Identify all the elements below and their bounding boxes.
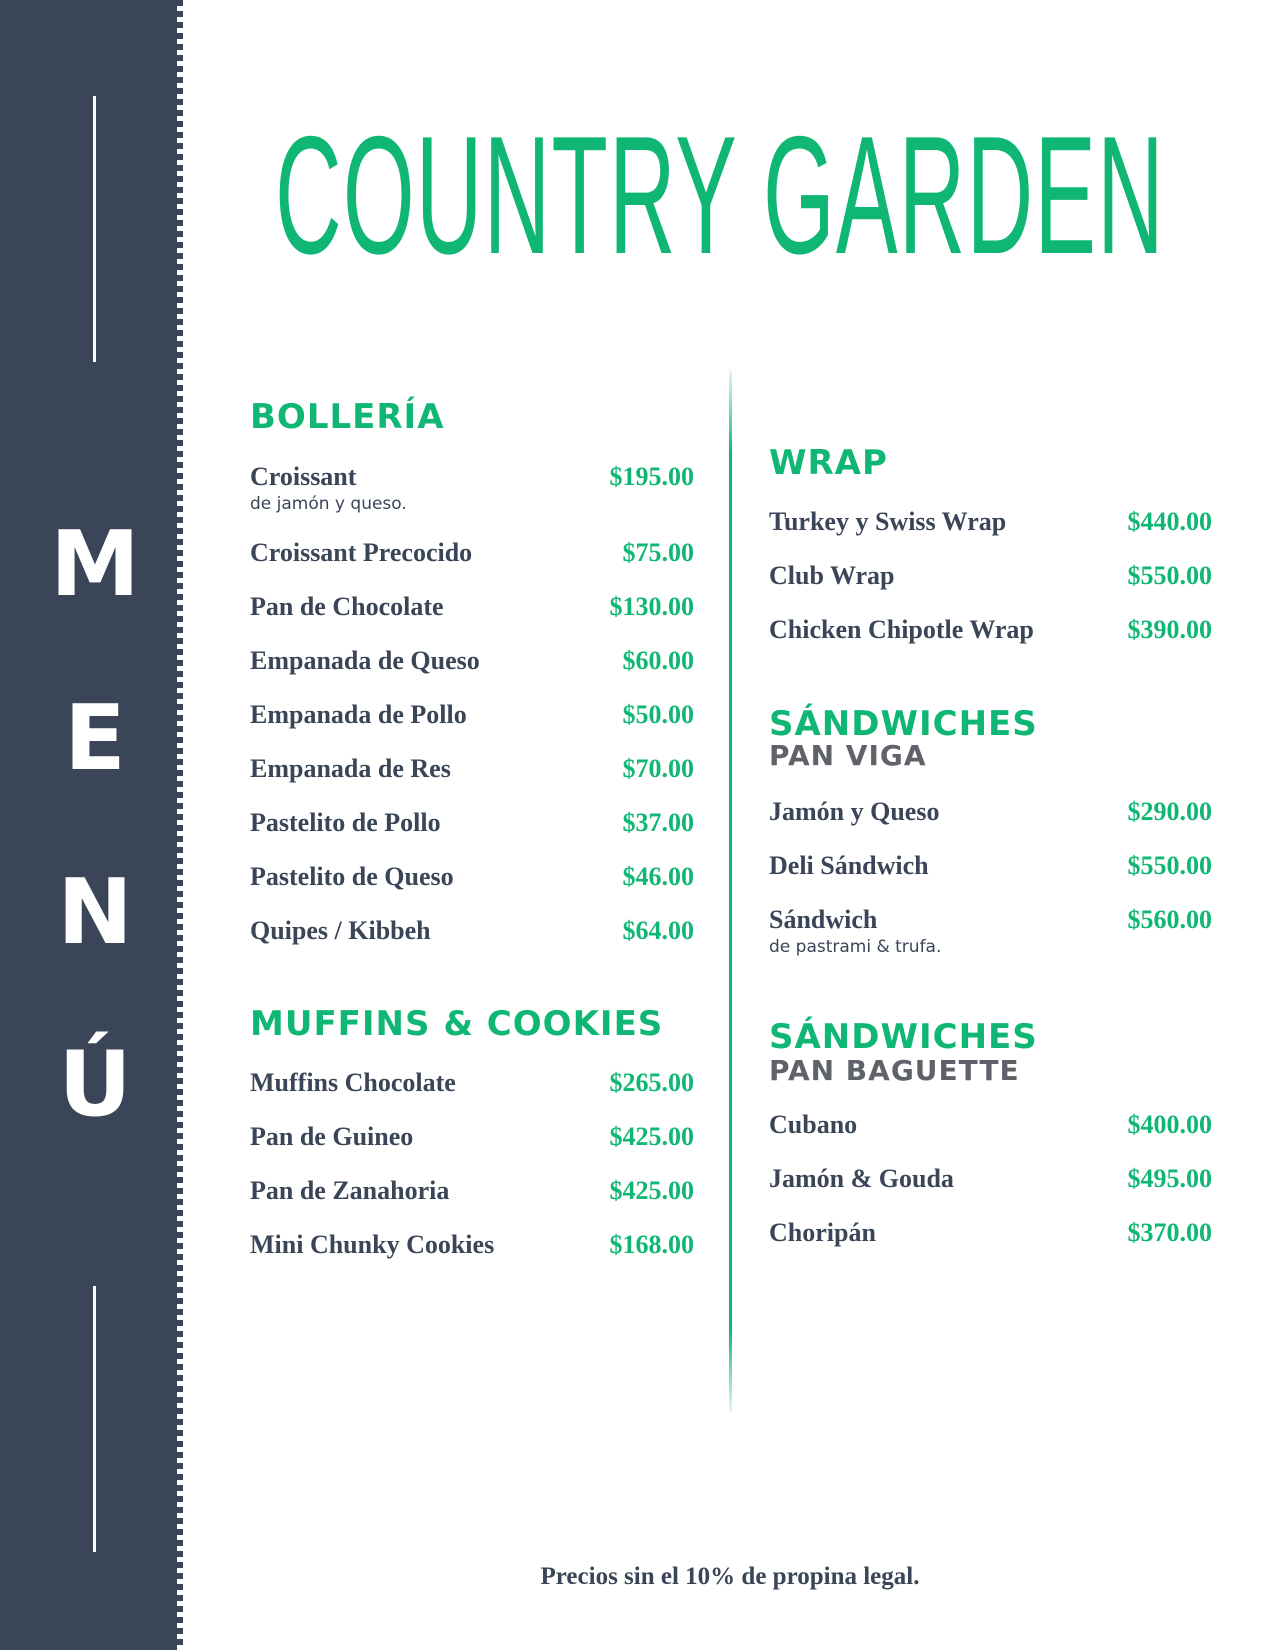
section-subheading-pan-baguette: PAN BAGUETTE [769,1054,1020,1087]
item-price: $400.00 [1127,1110,1212,1139]
item-name: Jamón y Queso [769,797,940,826]
section-heading-wrap: WRAP [769,443,888,483]
item-price: $390.00 [1127,615,1212,644]
menu-item [769,1166,1212,1192]
menu-item [250,864,694,890]
item-name: Jamón & Gouda [769,1164,954,1193]
menu-item [769,509,1212,535]
item-price: $37.00 [622,808,694,837]
sidebar-line-bottom [93,1286,96,1552]
footer-note: Precios sin el 10% de propina legal. [540,1563,920,1590]
menu-item [769,907,1212,956]
menu-item [769,617,1212,643]
sidebar-line-top [93,96,96,362]
item-name: Turkey y Swiss Wrap [769,507,1007,536]
menu-item [250,756,694,782]
item-price: $550.00 [1127,851,1212,880]
item-price: $46.00 [622,862,694,891]
item-name: Pan de Guineo [250,1122,414,1151]
item-price: $60.00 [622,646,694,675]
item-price: $195.00 [609,462,694,491]
menu-item [250,1124,694,1150]
item-name: Pastelito de Queso [250,862,454,891]
menu-item [769,799,1212,825]
item-name: Pastelito de Pollo [250,808,441,837]
menu-item [769,1112,1212,1138]
item-name: Sándwich [769,905,878,934]
sidebar-letter-e: E [64,686,126,791]
item-price: $265.00 [609,1068,694,1097]
menu-item [250,464,694,513]
menu-item [769,853,1212,879]
item-price: $550.00 [1127,561,1212,590]
menu-item [250,1178,694,1204]
page-title: COUNTRY GARDEN [275,110,1165,280]
item-name: Quipes / Kibbeh [250,916,431,945]
item-description: de jamón y queso. [250,494,407,514]
sidebar [0,0,183,1650]
item-name: Pan de Zanahoria [250,1176,450,1205]
item-name: Mini Chunky Cookies [250,1230,495,1259]
item-price: $495.00 [1127,1164,1212,1193]
menu-item [250,702,694,728]
section-heading-sandwiches-viga: SÁNDWICHES [769,704,1038,744]
column-divider [729,370,732,1412]
menu-item [250,594,694,620]
item-name: Cubano [769,1110,858,1139]
item-description: de pastrami & trufa. [769,937,942,957]
item-price: $168.00 [609,1230,694,1259]
item-name: Empanada de Queso [250,646,480,675]
item-name: Muffins Chocolate [250,1068,456,1097]
menu-item [250,810,694,836]
sidebar-letter-m: M [50,512,140,617]
item-name: Croissant Precocido [250,538,473,567]
sidebar-letter-u: Ú [58,1032,132,1137]
item-price: $290.00 [1127,797,1212,826]
item-name: Deli Sándwich [769,851,929,880]
item-price: $425.00 [609,1122,694,1151]
menu-item [769,1220,1212,1246]
item-price: $440.00 [1127,507,1212,536]
item-price: $130.00 [609,592,694,621]
section-heading-bolleria: BOLLERÍA [250,397,445,437]
item-price: $75.00 [622,538,694,567]
item-price: $425.00 [609,1176,694,1205]
menu-item [250,1232,694,1258]
page-title-wrap [275,110,1195,280]
section-heading-sandwiches-baguette: SÁNDWICHES [769,1017,1038,1057]
item-price: $370.00 [1127,1218,1212,1247]
item-name: Empanada de Res [250,754,451,783]
item-name: Pan de Chocolate [250,592,444,621]
item-price: $64.00 [622,916,694,945]
item-name: Club Wrap [769,561,895,590]
item-name: Chicken Chipotle Wrap [769,615,1034,644]
item-price: $560.00 [1127,905,1212,934]
menu-item [250,1070,694,1096]
item-name: Choripán [769,1218,876,1247]
sidebar-letter-n: N [57,860,133,965]
section-subheading-pan-viga: PAN VIGA [769,739,927,772]
menu-item [250,540,694,566]
section-heading-muffins: MUFFINS & COOKIES [250,1004,664,1044]
item-name: Croissant [250,462,357,491]
menu-item [769,563,1212,589]
perforated-edge [177,0,183,1650]
menu-item [250,918,694,944]
menu-item [250,648,694,674]
item-price: $70.00 [622,754,694,783]
item-name: Empanada de Pollo [250,700,467,729]
item-price: $50.00 [622,700,694,729]
